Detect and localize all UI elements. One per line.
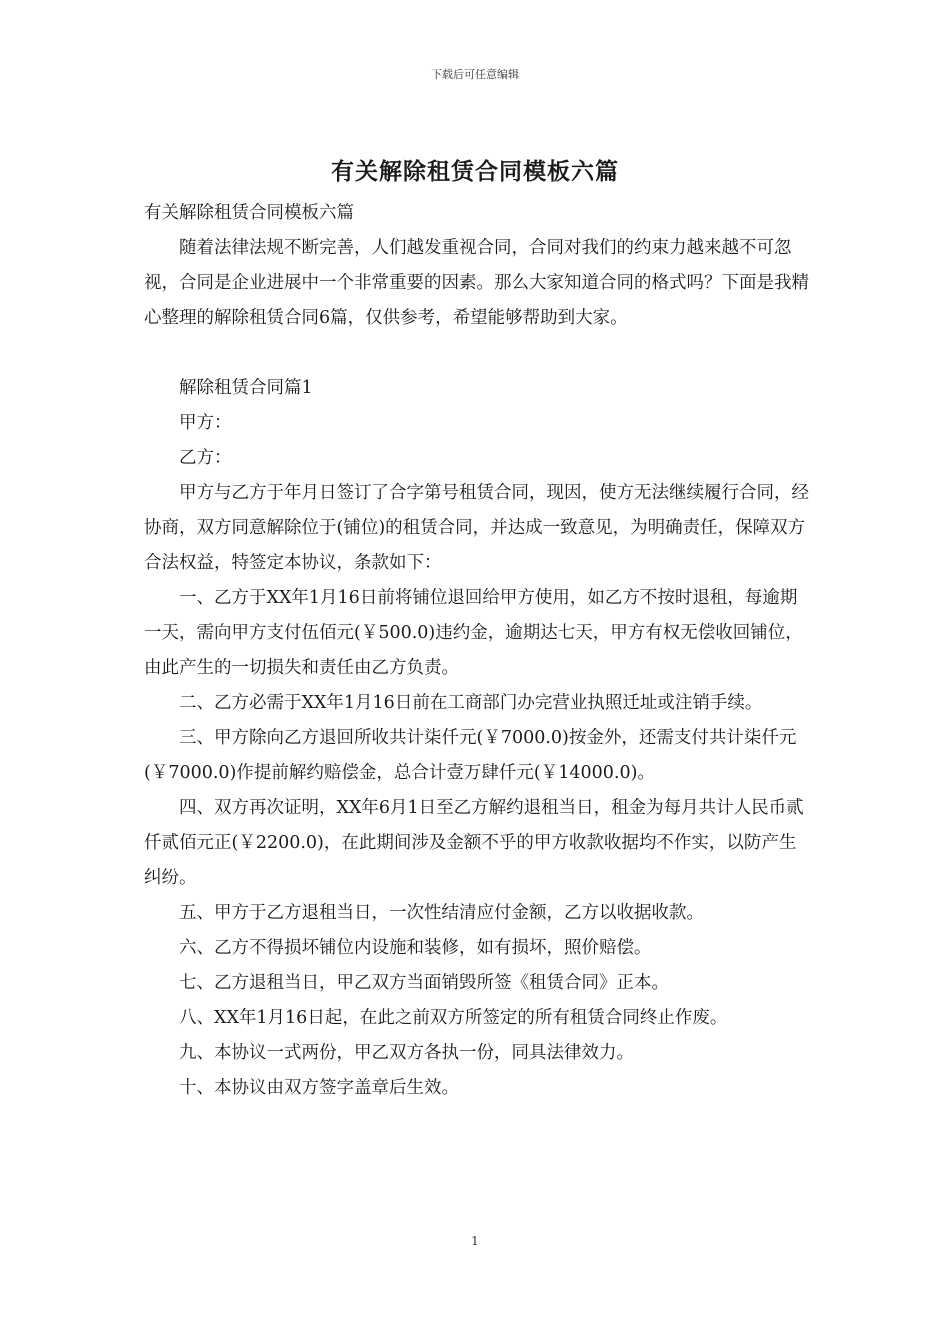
party-b-label: 乙方： <box>179 448 232 468</box>
party-a-label: 甲方： <box>179 413 232 433</box>
document-body <box>144 196 810 1106</box>
clause-3: 三、甲方除向乙方退回所收共计柒仟元(￥7000.0)按金外，还需支付共计柒仟元(￥7000.0)作提前解约赔偿金，总合计壹万肆仟元(￥14000.0)。 <box>144 728 797 783</box>
header-note: 下载后可任意编辑 <box>431 68 519 81</box>
clause-1: 一、乙方于XX年1月16日前将铺位退回给甲方使用，如乙方不按时退租，每逾期一天，需向甲方支付伍佰元(￥500.0)违约金，逾期达七天，甲方有权无偿收回铺位，由此产生的一切损失和责任由乙方负责。 <box>144 588 803 678</box>
section-spacer <box>144 336 810 371</box>
preamble-paragraph: 甲方与乙方于年月日签订了合字第号租赁合同，现因，使方无法继续履行合同，经协商，双方同意解除位于(铺位)的租赁合同，并达成一致意见，为明确责任，保障双方合法权益，特签定本协议，条款如下： <box>144 483 809 573</box>
clause-2: 二、乙方必需于XX年1月16日前在工商部门办完营业执照迁址或注销手续。 <box>179 693 763 713</box>
clause-10: 十、本协议由双方签字盖章后生效。 <box>179 1078 459 1098</box>
clause-7: 七、乙方退租当日，甲乙双方当面销毁所签《租赁合同》正本。 <box>179 973 669 993</box>
section-heading: 解除租赁合同篇1 <box>179 378 313 398</box>
intro-paragraph: 随着法律法规不断完善，人们越发重视合同，合同对我们的约束力越来越不可忽视，合同是企业进展中一个非常重要的因素。那么大家知道合同的格式吗？下面是我精心整理的解除租赁合同6篇，仅供参考，希望能够帮助到大家。 <box>144 238 809 328</box>
clause-5: 五、甲方于乙方退租当日，一次性结清应付金额，乙方以收据收款。 <box>179 903 704 923</box>
clause-6: 六、乙方不得损坏铺位内设施和装修，如有损坏，照价赔偿。 <box>179 938 652 958</box>
clause-8: 八、XX年1月16日起，在此之前双方所签定的所有租赁合同终止作废。 <box>179 1008 728 1028</box>
page-number: 1 <box>471 1234 479 1248</box>
document-title: 有关解除租赁合同模板六篇 <box>331 159 619 185</box>
subtitle: 有关解除租赁合同模板六篇 <box>144 203 354 223</box>
clause-9: 九、本协议一式两份，甲乙双方各执一份，同具法律效力。 <box>179 1043 634 1063</box>
clause-4: 四、双方再次证明，XX年6月1日至乙方解约退租当日，租金为每月共计人民币贰仟贰佰元正(￥2200.0)，在此期间涉及金额不乎的甲方收款收据均不作实，以防产生纠纷。 <box>144 798 804 888</box>
